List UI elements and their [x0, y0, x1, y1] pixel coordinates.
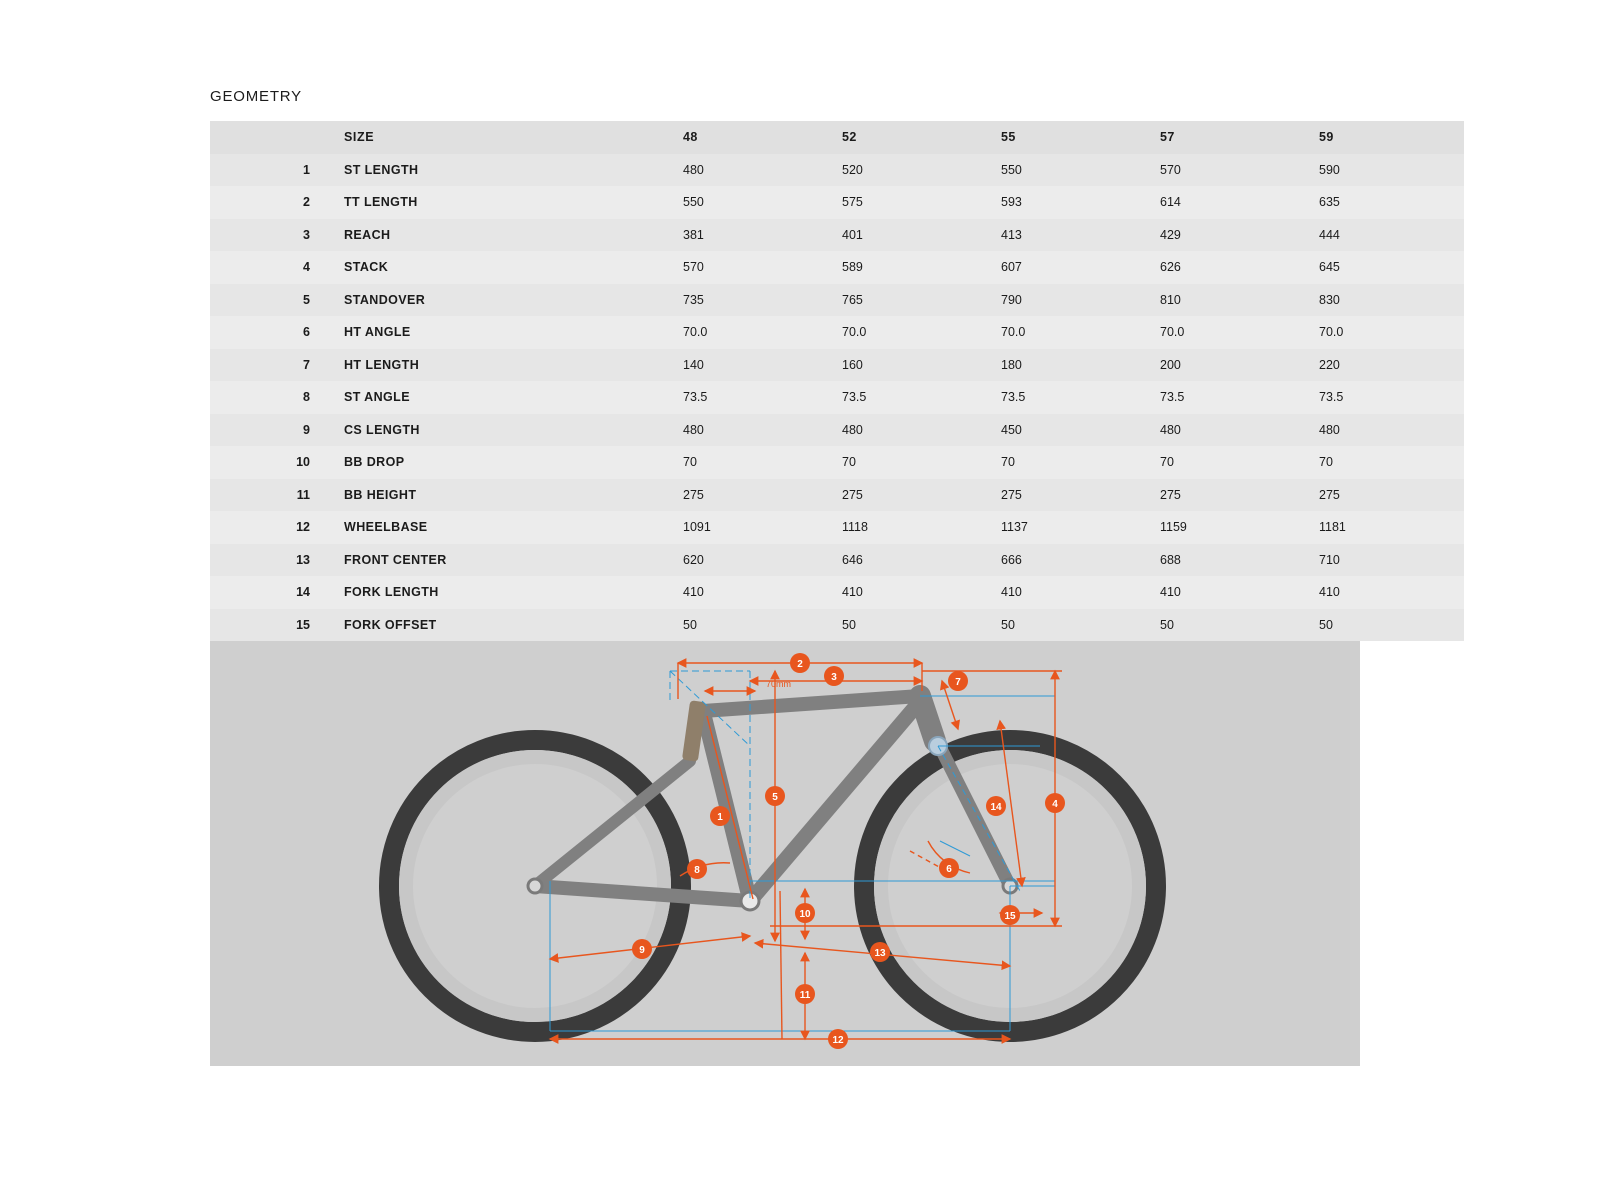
row-value: 410 [1146, 576, 1305, 609]
row-number: 7 [210, 349, 324, 382]
row-label: TT LENGTH [324, 186, 669, 219]
row-value: 275 [828, 479, 987, 512]
callout-6 [939, 858, 959, 878]
row-value: 413 [987, 219, 1146, 252]
header-size-59: 59 [1305, 121, 1464, 154]
row-value: 50 [669, 609, 828, 642]
row-value: 1091 [669, 511, 828, 544]
header-size-57: 57 [1146, 121, 1305, 154]
row-value: 735 [669, 284, 828, 317]
callout-13 [870, 942, 890, 962]
row-label: WHEELBASE [324, 511, 669, 544]
row-number: 15 [210, 609, 324, 642]
row-value: 200 [1146, 349, 1305, 382]
row-value: 444 [1305, 219, 1464, 252]
svg-text:10: 10 [799, 909, 811, 920]
row-value: 410 [1305, 576, 1464, 609]
row-label: BB DROP [324, 446, 669, 479]
row-value: 70.0 [1305, 316, 1464, 349]
svg-text:4: 4 [1052, 799, 1058, 810]
row-label: STANDOVER [324, 284, 669, 317]
row-value: 70.0 [669, 316, 828, 349]
svg-text:11: 11 [799, 990, 811, 1001]
header-num-cell [210, 121, 324, 154]
row-value: 70 [1305, 446, 1464, 479]
callout-12 [828, 1029, 848, 1049]
row-value: 520 [828, 154, 987, 187]
header-size-48: 48 [669, 121, 828, 154]
row-number: 4 [210, 251, 324, 284]
row-value: 480 [1146, 414, 1305, 447]
row-label: FORK OFFSET [324, 609, 669, 642]
row-label: ST ANGLE [324, 381, 669, 414]
row-value: 550 [987, 154, 1146, 187]
row-value: 50 [1146, 609, 1305, 642]
row-value: 645 [1305, 251, 1464, 284]
row-value: 275 [1305, 479, 1464, 512]
row-value: 70 [1146, 446, 1305, 479]
svg-text:5: 5 [772, 792, 778, 803]
row-label: BB HEIGHT [324, 479, 669, 512]
row-value: 550 [669, 186, 828, 219]
svg-text:9: 9 [639, 945, 645, 956]
row-value: 70.0 [1146, 316, 1305, 349]
table-row [210, 609, 1464, 642]
row-label: FRONT CENTER [324, 544, 669, 577]
row-value: 593 [987, 186, 1146, 219]
table-row [210, 576, 1464, 609]
row-value: 275 [669, 479, 828, 512]
svg-text:2: 2 [797, 659, 803, 670]
row-value: 635 [1305, 186, 1464, 219]
callout-8 [687, 859, 707, 879]
row-value: 607 [987, 251, 1146, 284]
row-value: 1118 [828, 511, 987, 544]
row-number: 14 [210, 576, 324, 609]
callout-2 [790, 653, 810, 673]
row-value: 589 [828, 251, 987, 284]
row-number: 3 [210, 219, 324, 252]
row-value: 450 [987, 414, 1146, 447]
row-value: 710 [1305, 544, 1464, 577]
table-row [210, 511, 1464, 544]
row-number: 6 [210, 316, 324, 349]
row-value: 1137 [987, 511, 1146, 544]
svg-text:15: 15 [1004, 911, 1016, 922]
svg-text:8: 8 [694, 865, 700, 876]
row-value: 401 [828, 219, 987, 252]
row-value: 70.0 [987, 316, 1146, 349]
callout-3 [824, 666, 844, 686]
row-value: 73.5 [1305, 381, 1464, 414]
callout-5 [765, 786, 785, 806]
row-value: 688 [1146, 544, 1305, 577]
row-value: 570 [1146, 154, 1305, 187]
row-value: 1181 [1305, 511, 1464, 544]
table-row [210, 381, 1464, 414]
row-value: 70.0 [828, 316, 987, 349]
row-value: 73.5 [669, 381, 828, 414]
header-size-55: 55 [987, 121, 1146, 154]
row-value: 50 [1305, 609, 1464, 642]
row-value: 180 [987, 349, 1146, 382]
row-value: 50 [987, 609, 1146, 642]
row-label: HT LENGTH [324, 349, 669, 382]
row-value: 626 [1146, 251, 1305, 284]
callout-9 [632, 939, 652, 959]
row-value: 480 [1305, 414, 1464, 447]
row-value: 275 [1146, 479, 1305, 512]
annotation-70mm: 70mm [766, 679, 792, 689]
callout-15 [1000, 905, 1020, 925]
callout-7 [948, 671, 968, 691]
row-label: CS LENGTH [324, 414, 669, 447]
row-value: 575 [828, 186, 987, 219]
row-label: STACK [324, 251, 669, 284]
row-value: 666 [987, 544, 1146, 577]
row-value: 480 [669, 154, 828, 187]
table-row [210, 349, 1464, 382]
svg-text:13: 13 [874, 948, 886, 959]
svg-text:3: 3 [831, 672, 837, 683]
table-row [210, 544, 1464, 577]
row-value: 50 [828, 609, 987, 642]
table-row [210, 219, 1464, 252]
page-title: GEOMETRY [210, 88, 302, 105]
row-label: HT ANGLE [324, 316, 669, 349]
row-label: REACH [324, 219, 669, 252]
row-number: 12 [210, 511, 324, 544]
table-row [210, 479, 1464, 512]
row-number: 9 [210, 414, 324, 447]
callout-10 [795, 903, 815, 923]
table-row [210, 284, 1464, 317]
callout-4 [1045, 793, 1065, 813]
row-value: 140 [669, 349, 828, 382]
row-value: 70 [828, 446, 987, 479]
svg-text:14: 14 [990, 802, 1002, 813]
table-row [210, 316, 1464, 349]
table-row [210, 414, 1464, 447]
row-value: 790 [987, 284, 1146, 317]
geometry-table [210, 121, 1464, 641]
row-value: 70 [669, 446, 828, 479]
row-value: 1159 [1146, 511, 1305, 544]
table-row [210, 251, 1464, 284]
svg-text:1: 1 [717, 812, 723, 823]
row-number: 5 [210, 284, 324, 317]
geometry-table-body [210, 121, 1464, 641]
row-value: 830 [1305, 284, 1464, 317]
row-number: 1 [210, 154, 324, 187]
row-value: 220 [1305, 349, 1464, 382]
row-number: 10 [210, 446, 324, 479]
row-number: 2 [210, 186, 324, 219]
callout-11 [795, 984, 815, 1004]
row-label: ST LENGTH [324, 154, 669, 187]
row-value: 429 [1146, 219, 1305, 252]
row-value: 480 [669, 414, 828, 447]
row-label: FORK LENGTH [324, 576, 669, 609]
svg-text:12: 12 [832, 1035, 844, 1046]
row-value: 570 [669, 251, 828, 284]
header-size-52: 52 [828, 121, 987, 154]
row-value: 480 [828, 414, 987, 447]
row-number: 13 [210, 544, 324, 577]
row-value: 410 [669, 576, 828, 609]
row-value: 410 [828, 576, 987, 609]
svg-text:6: 6 [946, 864, 952, 875]
row-value: 765 [828, 284, 987, 317]
callout-1 [710, 806, 730, 826]
row-value: 590 [1305, 154, 1464, 187]
row-value: 275 [987, 479, 1146, 512]
table-row [210, 186, 1464, 219]
header-label-cell: SIZE [324, 121, 669, 154]
callout-14 [986, 796, 1006, 816]
row-number: 8 [210, 381, 324, 414]
row-value: 73.5 [987, 381, 1146, 414]
row-number: 11 [210, 479, 324, 512]
row-value: 160 [828, 349, 987, 382]
row-value: 381 [669, 219, 828, 252]
table-row [210, 446, 1464, 479]
table-row [210, 154, 1464, 187]
row-value: 614 [1146, 186, 1305, 219]
svg-text:7: 7 [955, 677, 961, 688]
row-value: 620 [669, 544, 828, 577]
row-value: 70 [987, 446, 1146, 479]
row-value: 810 [1146, 284, 1305, 317]
table-header-row [210, 121, 1464, 154]
row-value: 73.5 [828, 381, 987, 414]
row-value: 646 [828, 544, 987, 577]
geometry-section [210, 88, 1360, 1066]
row-value: 73.5 [1146, 381, 1305, 414]
bicycle-geometry-diagram [210, 641, 1360, 1066]
row-value: 410 [987, 576, 1146, 609]
